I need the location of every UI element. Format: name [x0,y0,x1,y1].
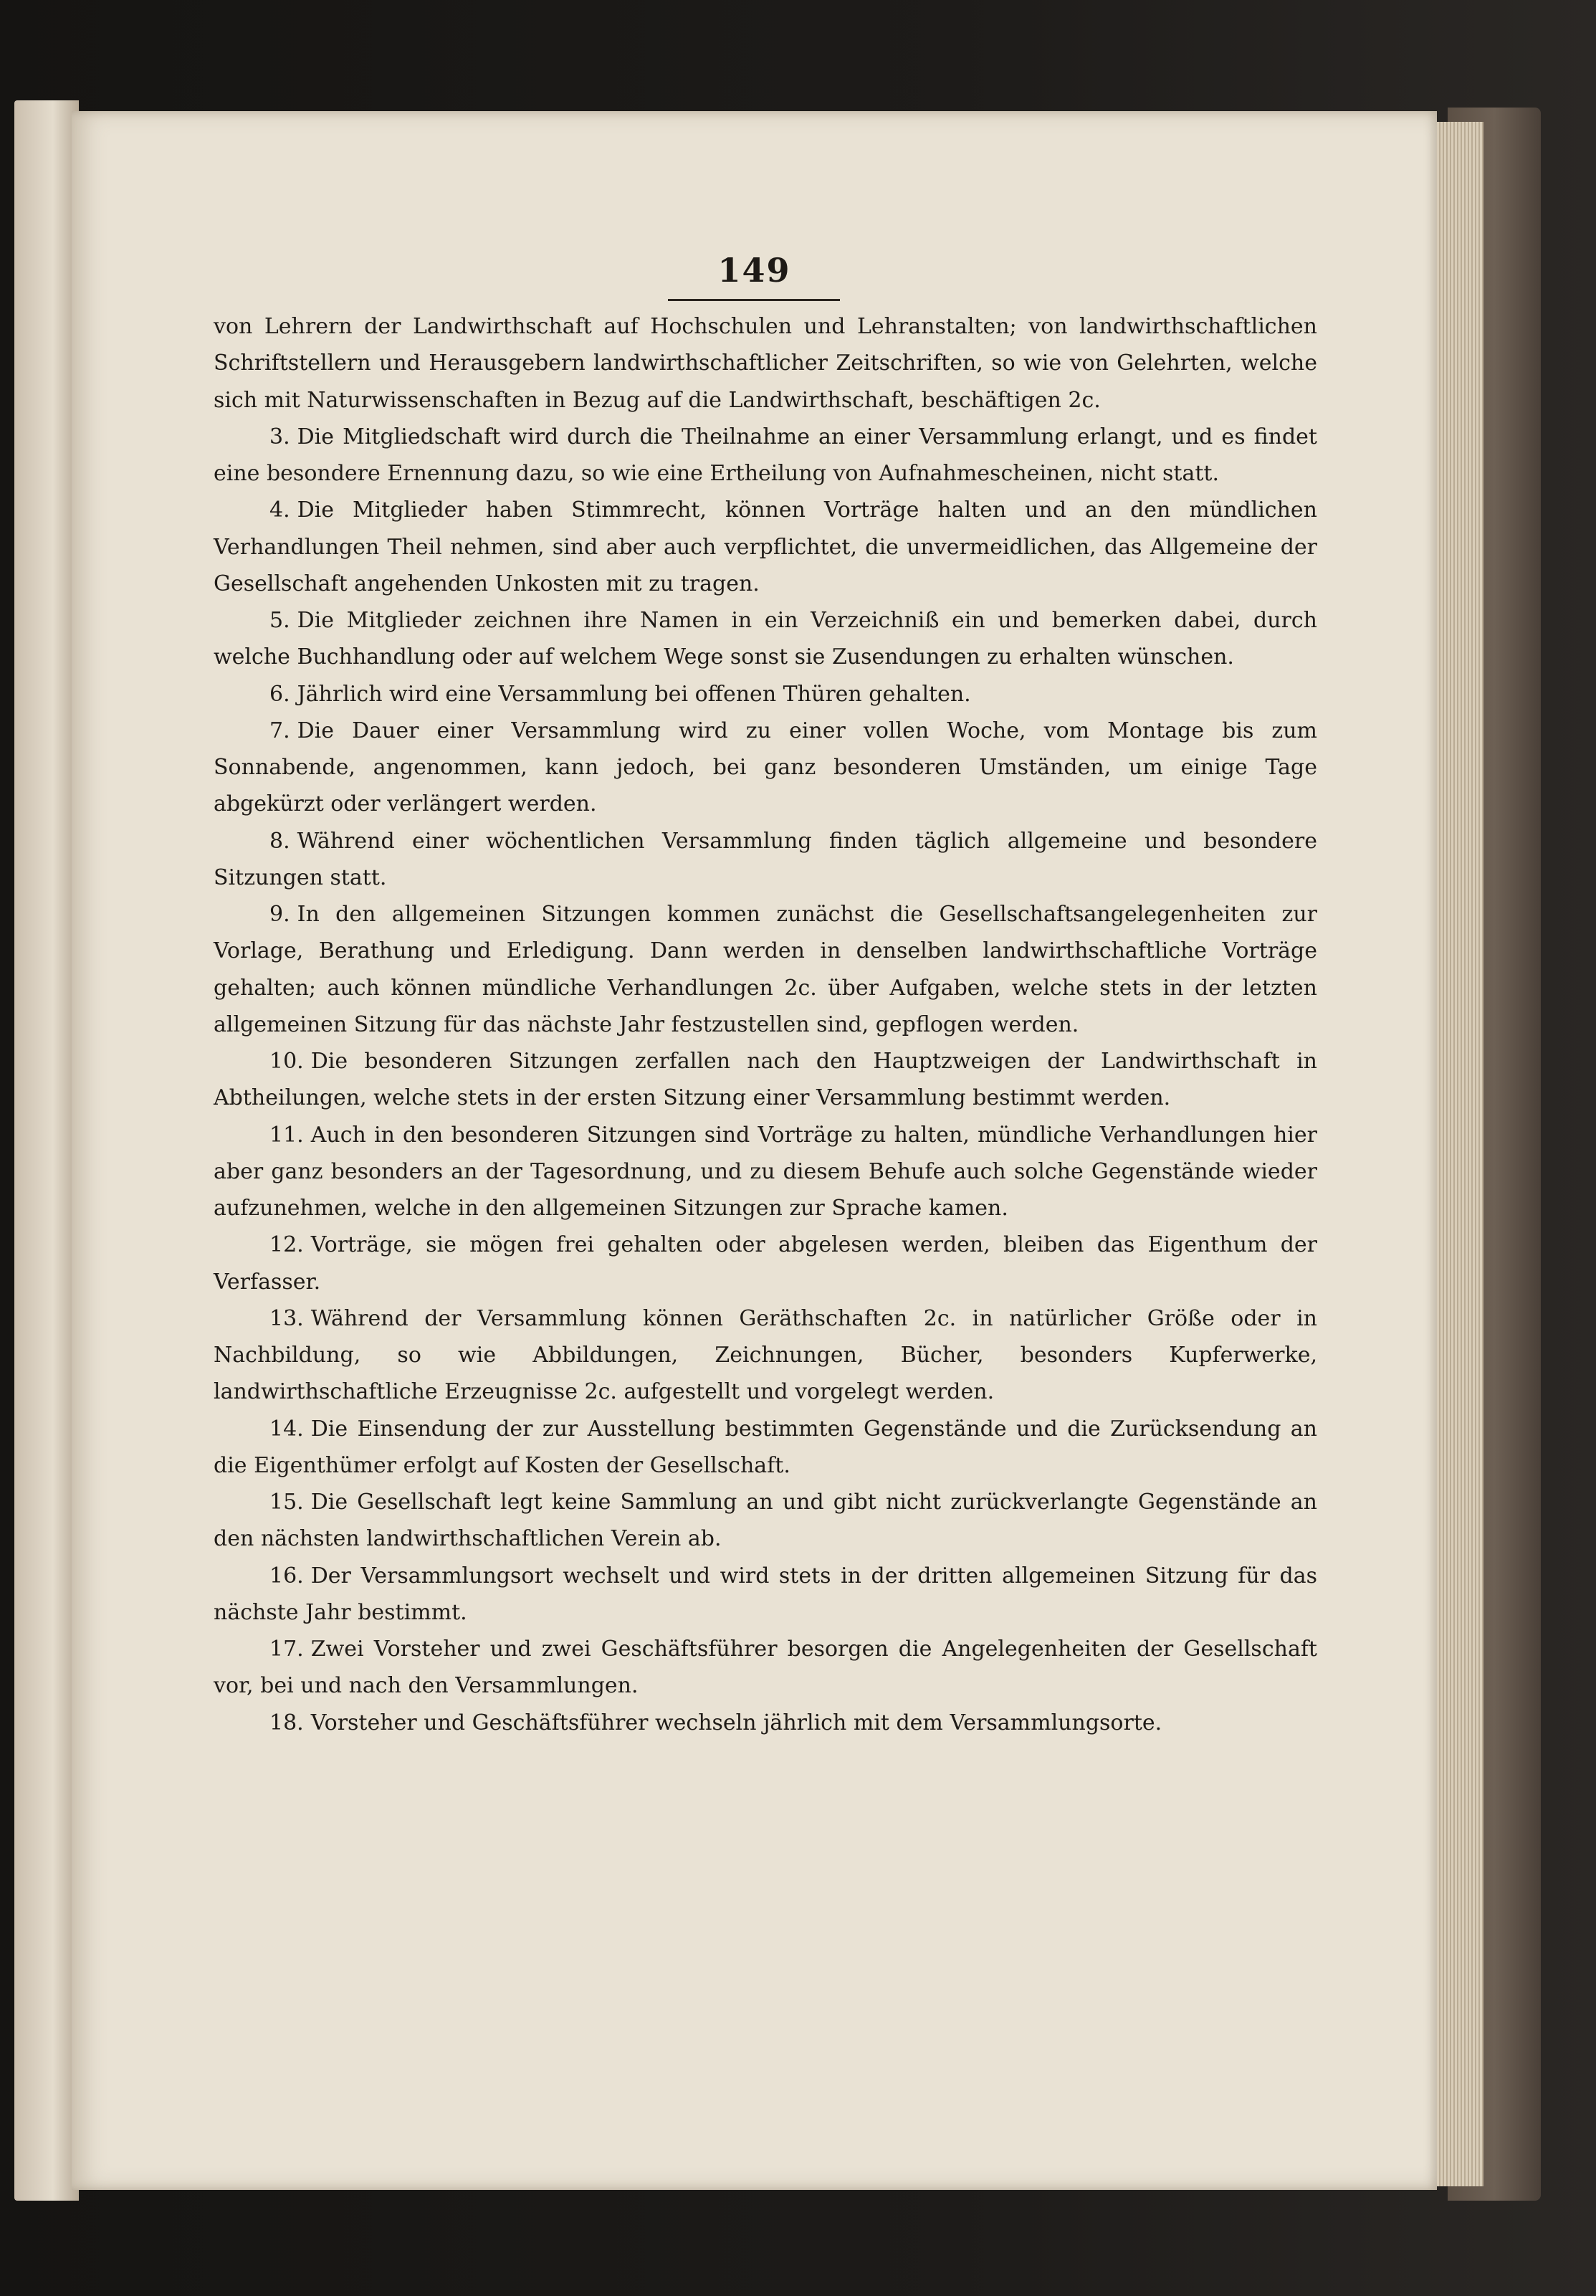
article-number: 6. [269,681,290,707]
article-text: Die Mitglieder zeichnen ihre Namen in ein Verzeichniß ein und bemerken dabei, durch welche Buchhandlung oder auf welchem Wege sonst sie Zusendungen zu erhalten wünschen. [214,608,1317,670]
article-paragraph [214,1117,1317,1227]
article-paragraph [214,1411,1317,1485]
book-page [72,111,1437,2190]
article-number: 13. [269,1305,304,1331]
article-paragraph [214,1043,1317,1117]
article-number: 3. [269,424,290,449]
article-text: Der Versammlungsort wechselt und wird stets in der dritten allgemeinen Sitzung für das nächste Jahr bestimmt. [214,1563,1317,1625]
article-text: Die Mitgliedschaft wird durch die Theilnahme an einer Versammlung erlangt, und es findet eine besondere Ernennung dazu, so wie eine Ertheilung von Aufnahmescheinen, nicht statt. [214,424,1317,486]
article-number: 10. [269,1049,304,1074]
header-rule [668,299,840,301]
article-number: 8. [269,828,290,854]
article-number: 4. [269,497,290,523]
article-text: Die Gesellschaft legt keine Sammlung an und gibt nicht zurückverlangte Gegenstände an den nächsten landwirthschaftlichen Verein ab. [214,1490,1317,1552]
article-number: 18. [269,1710,304,1735]
page-text [214,308,1317,1741]
page-number: 149 [717,251,791,290]
article-number: 5. [269,608,290,633]
article-paragraph [214,1631,1317,1705]
article-number: 11. [269,1122,304,1148]
article-number: 12. [269,1232,304,1258]
article-text: Die besonderen Sitzungen zerfallen nach den Hauptzweigen der Landwirthschaft in Abtheilungen, welche stets in der ersten Sitzung einer Versammlung bestimmt werden. [214,1049,1317,1111]
article-number: 7. [269,718,290,743]
article-paragraph [214,492,1317,602]
article-number: 15. [269,1490,304,1515]
article-text: Während einer wöchentlichen Versammlung finden täglich allgemeine und besondere Sitzungen statt. [214,828,1317,890]
left-page-edge [14,100,79,2201]
article-text: Während der Versammlung können Geräthschaften 2c. in natürlicher Größe oder in Nachbildung, so wie Abbildungen, Zeichnungen, Bücher, besonders Kupferwerke, landwirthschaftliche Erzeugnisse 2c. aufgestellt und vorgelegt werden. [214,1305,1317,1405]
article-number: 16. [269,1563,304,1588]
article-list [214,419,1317,1741]
article-text: Vorträge, sie mögen frei gehalten oder abgelesen werden, bleiben das Eigenthum der Verfasser. [214,1232,1317,1295]
article-paragraph [214,1705,1317,1741]
article-text: Vorsteher und Geschäftsführer wechseln jährlich mit dem Versammlungsorte. [310,1710,1162,1735]
article-text: Die Einsendung der zur Ausstellung bestimmten Gegenstände und die Zurücksendung an die Eigenthümer erfolgt auf Kosten der Gesellschaft. [214,1416,1317,1478]
article-number: 9. [269,902,290,927]
article-text: Jährlich wird eine Versammlung bei offenen Thüren gehalten. [297,681,971,707]
article-text: Zwei Vorsteher und zwei Geschäftsführer besorgen die Angelegenheiten der Gesellschaft vor, bei und nach den Versammlungen. [214,1637,1317,1699]
article-text: Die Mitglieder haben Stimmrecht, können Vorträge halten und an den mündlichen Verhandlungen Theil nehmen, sind aber auch verpflichtet, die unvermeidlichen, das Allgemeine der Gesellschaft angehenden Unkosten mit zu tragen. [214,497,1317,596]
article-paragraph [214,676,1317,713]
article-text: Die Dauer einer Versammlung wird zu einer vollen Woche, vom Montage bis zum Sonnabende, angenommen, kann jedoch, bei ganz besonderen Umständen, um einige Tage abgekürzt oder verlängert werden. [214,718,1317,817]
article-paragraph [214,896,1317,1043]
article-paragraph [214,1300,1317,1411]
article-paragraph [214,713,1317,823]
article-paragraph [214,823,1317,897]
article-text: Auch in den besonderen Sitzungen sind Vorträge zu halten, mündliche Verhandlungen hier aber ganz besonders an der Tagesordnung, und zu diesem Behufe auch solche Gegenstände wieder aufzunehmen, welche in den allgemeinen Sitzungen zur Sprache kamen. [214,1122,1317,1221]
article-paragraph [214,419,1317,492]
article-number: 17. [269,1637,304,1662]
article-number: 14. [269,1416,304,1442]
intro-paragraph: von Lehrern der Landwirthschaft auf Hochschulen und Lehranstalten; von landwirthschaftlichen Schriftstellern und Herausgebern landwirthschaftlicher Zeitschriften, so wie von Gelehrten, welche sich mit Naturwissenschaften in Bezug auf die Landwirthschaft, beschäftigen 2c. [214,314,1317,413]
article-paragraph [214,1226,1317,1300]
article-paragraph [214,1484,1317,1558]
article-paragraph [214,1558,1317,1632]
article-text: In den allgemeinen Sitzungen kommen zunächst die Gesellschaftsangelegenheiten zur Vorlage, Berathung und Erledigung. Dann werden in denselben landwirthschaftliche Vorträge gehalten; auch können mündliche Verhandlungen 2c. über Aufgaben, welche stets in der letzten allgemeinen Sitzung für das nächste Jahr festzustellen sind, gepflogen werden. [214,902,1317,1037]
article-paragraph [214,602,1317,676]
